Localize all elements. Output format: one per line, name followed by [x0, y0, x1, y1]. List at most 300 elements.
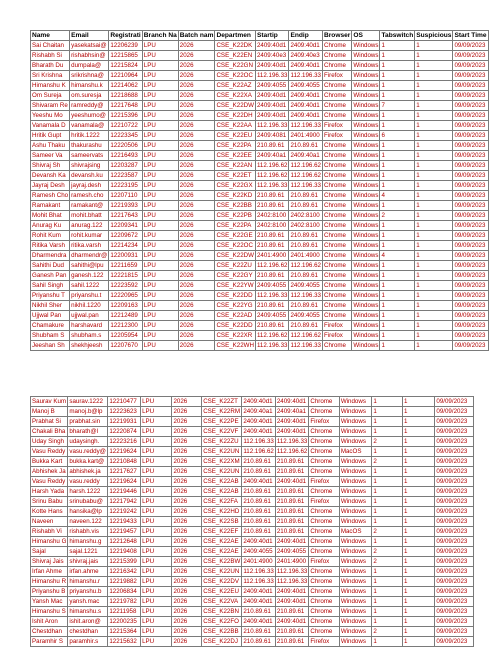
table-cell: 1: [402, 547, 434, 557]
table-cell: om.suresja: [70, 91, 109, 101]
table-cell: 1: [415, 131, 453, 141]
table-cell: 2026: [178, 301, 215, 311]
table-cell: manoj.b@lp: [68, 407, 108, 417]
table-cell: 1: [380, 321, 415, 331]
table-cell: Bukka Kart: [31, 457, 68, 467]
table-cell: CSE_K22EN: [215, 51, 255, 61]
table-cell: bharath@l: [68, 427, 108, 437]
table-cell: 112.196.62: [276, 448, 308, 455]
table-cell: LPU: [142, 191, 178, 201]
table-row: [31, 527, 474, 537]
table-cell: LPU: [142, 91, 178, 101]
table-cell: Himanshu R: [32, 578, 67, 585]
table-cell: Windows: [339, 547, 372, 557]
table-cell: ramesh.cho: [70, 191, 109, 201]
table-cell: Windows: [339, 397, 372, 407]
column-header: Endip: [289, 31, 323, 41]
table-cell: LPU: [142, 231, 178, 241]
table-cell: CSE_K22UN: [202, 567, 242, 577]
table-cell: Vanamala D: [31, 121, 70, 131]
table-cell: ritika.varsh: [70, 241, 109, 251]
table-cell: 12210477: [108, 397, 141, 407]
table-cell: Chrome: [322, 101, 351, 111]
table-cell: CSE_K22AE: [202, 537, 242, 547]
table-row: [31, 617, 474, 627]
table-cell: 2026: [172, 467, 202, 477]
table-cell: MacOS: [339, 447, 372, 457]
table-cell: 12223195: [109, 181, 142, 191]
table-cell: 1: [372, 567, 403, 577]
table-cell: 09/09/2023: [435, 517, 474, 527]
table-cell: LPU: [141, 507, 172, 517]
table-cell: 2026: [178, 101, 215, 111]
table-cell: 1: [402, 537, 434, 547]
table-cell: LPU: [141, 577, 172, 587]
table-cell: Ishit Aron: [31, 617, 68, 627]
table-cell: 112.196.33: [276, 568, 308, 575]
table-cell: 2026: [172, 557, 202, 567]
table-cell: CSE_K22UN: [202, 467, 242, 477]
table-cell: 112.196.33: [256, 72, 288, 79]
table-cell: 09/09/2023: [435, 507, 474, 517]
table-cell: 1: [415, 231, 453, 241]
table-cell: LPU: [142, 41, 178, 51]
table-cell: Mohit Bhat: [31, 211, 70, 221]
table-row: [31, 61, 489, 71]
table-cell: 12223345: [109, 131, 142, 141]
table-cell: CSE_K22PA: [215, 141, 255, 151]
table-cell: Firefox: [309, 637, 339, 647]
table-cell: LPU: [142, 181, 178, 191]
table-cell: LPU: [141, 547, 172, 557]
table-cell: 2409:40d1: [275, 597, 309, 607]
table-row: [31, 321, 489, 331]
table-row: [31, 261, 489, 271]
table-cell: Firefox: [322, 131, 351, 141]
table-cell: 2026: [172, 407, 202, 417]
table-cell: MacOS: [339, 527, 372, 537]
table-cell: CSE_K22EU: [215, 131, 255, 141]
table-cell: Irfan Ahme: [31, 567, 68, 577]
table-cell: jayraj.desh: [70, 181, 109, 191]
table-cell: 12206834: [108, 587, 141, 597]
table-cell: 112.196.62: [256, 162, 288, 169]
table-cell: 12217648: [109, 101, 142, 111]
table-cell: 1: [402, 607, 434, 617]
table-cell: 1: [415, 161, 453, 171]
table-cell: Firefox: [309, 557, 339, 567]
student-table-bottom: [30, 396, 474, 647]
table-cell: bukka.kart@: [68, 457, 108, 467]
table-cell: 1: [380, 271, 415, 281]
student-table-top: [30, 30, 489, 351]
table-cell: Hritik Gupt: [31, 131, 70, 141]
table-cell: LPU: [141, 497, 172, 507]
table-cell: 210.89.61: [255, 201, 289, 211]
table-cell: Vasu Reddy: [31, 447, 68, 457]
table-cell: LPU: [142, 201, 178, 211]
table-cell: 1: [380, 61, 415, 71]
table-cell: 210.89.61: [275, 487, 309, 497]
table-cell: 2409:40a1: [242, 407, 276, 417]
table-cell: 1: [415, 101, 453, 111]
table-cell: 2026: [178, 221, 215, 231]
table-row: [31, 141, 489, 151]
table-cell: 2026: [172, 547, 202, 557]
table-cell: 12215399: [108, 557, 141, 567]
table-cell: Priyanshu T: [31, 291, 70, 301]
table-cell: 1: [380, 171, 415, 181]
table-cell: thakurashu: [70, 141, 109, 151]
table-cell: 2409:40d1: [275, 417, 309, 427]
table-cell: LPU: [141, 597, 172, 607]
table-cell: CSE_K22YG: [215, 301, 255, 311]
table-cell: LPU: [142, 151, 178, 161]
table-cell: 1: [402, 577, 434, 587]
table-cell: CSE_K22XM: [202, 457, 242, 467]
table-cell: 1: [402, 597, 434, 607]
table-cell: 1: [402, 627, 434, 637]
table-cell: 112.196.62: [243, 448, 274, 455]
table-row: [31, 281, 489, 291]
table-cell: LPU: [142, 141, 178, 151]
table-cell: saurav.1222: [68, 397, 108, 407]
table-cell: 210.89.61: [242, 527, 276, 537]
table-cell: CSE_K22DW: [216, 102, 254, 109]
table-cell: 12211958: [108, 607, 141, 617]
table-cell: 09/09/2023: [453, 171, 488, 181]
table-cell: 1: [402, 447, 434, 457]
table-cell: Himanshu G: [32, 538, 67, 545]
table-cell: 2026: [178, 121, 215, 131]
table-cell: 1: [415, 221, 453, 231]
table-cell: 2026: [178, 171, 215, 181]
table-cell: Windows: [339, 457, 372, 467]
table-cell: 112.196.33: [256, 342, 288, 349]
table-cell: ganesh.122: [70, 271, 109, 281]
table-cell: yeeshumo@: [70, 111, 109, 121]
table-cell: 2409:40d1: [255, 111, 289, 121]
table-cell: mohit.bhatt: [70, 211, 109, 221]
table-cell: 112.196.62: [290, 162, 321, 169]
table-cell: 2409:40d1: [242, 537, 276, 547]
table-row: [31, 597, 474, 607]
table-cell: LPU: [142, 251, 178, 261]
table-row: [31, 241, 489, 251]
table-cell: Rishabh Si: [31, 51, 70, 61]
table-cell: Shubham S: [31, 331, 70, 341]
table-cell: 2409:40d1: [275, 617, 309, 627]
table-cell: shivrajsing: [70, 161, 109, 171]
table-cell: 09/09/2023: [453, 61, 488, 71]
table-cell: 2409:40d1: [242, 397, 276, 407]
table-cell: himanshu.g: [68, 537, 108, 547]
table-cell: 2402:8100: [255, 211, 289, 221]
table-cell: Shivraj Jais: [31, 557, 68, 567]
table-cell: 12220874: [108, 427, 141, 437]
table-cell: 2026: [178, 261, 215, 271]
table-cell: 1: [402, 407, 434, 417]
table-cell: 1: [415, 151, 453, 161]
table-cell: CSE_K22OC: [215, 71, 255, 81]
table-cell: 1: [380, 141, 415, 151]
table-cell: 112.196.33: [290, 342, 321, 349]
table-cell: 09/09/2023: [435, 437, 474, 447]
table-cell: 09/09/2023: [453, 51, 488, 61]
table-cell: 1: [380, 221, 415, 231]
table-cell: Kotte Hans: [31, 507, 68, 517]
table-cell: CSE_K22DK: [215, 41, 255, 51]
table-cell: Chrome: [322, 221, 351, 231]
table-cell: 1: [380, 41, 415, 51]
table-cell: Devansh Ka: [31, 171, 70, 181]
table-cell: Sahithi Dud: [31, 261, 70, 271]
table-cell: Windows: [339, 427, 372, 437]
table-cell: 09/09/2023: [453, 111, 488, 121]
table-cell: Chrome: [309, 597, 339, 607]
table-cell: 210.89.61: [242, 497, 276, 507]
table-cell: 1: [380, 51, 415, 61]
table-cell: 1: [380, 291, 415, 301]
table-cell: Windows: [353, 322, 379, 329]
table-cell: 12206239: [109, 41, 142, 51]
table-cell: 12209163: [109, 301, 142, 311]
table-cell: Shivraj Sh: [31, 161, 70, 171]
table-cell: 4: [380, 251, 415, 261]
table-cell: Windows: [353, 282, 379, 289]
table-cell: 2401:4900: [275, 557, 309, 567]
table-cell: CSE_K22EU: [202, 587, 242, 597]
table-cell: Windows: [339, 577, 372, 587]
table-cell: Windows: [339, 617, 372, 627]
table-cell: 2026: [172, 447, 202, 457]
table-cell: 2409:40e3: [255, 51, 289, 61]
table-header-row: [31, 31, 489, 41]
table-cell: Chrome: [322, 161, 351, 171]
table-cell: 09/09/2023: [453, 101, 488, 111]
table-cell: harsh.1222: [68, 487, 108, 497]
table-cell: 09/09/2023: [453, 41, 488, 51]
table-cell: 1: [372, 517, 403, 527]
table-cell: Chrome: [309, 627, 339, 637]
table-cell: hritik.1222: [70, 131, 109, 141]
table-cell: 210.89.61: [289, 321, 323, 331]
table-cell: 210.89.61: [242, 467, 276, 477]
table-cell: 09/09/2023: [453, 241, 488, 251]
table-cell: LPU: [142, 131, 178, 141]
table-cell: 112.196.33: [290, 292, 321, 299]
table-cell: 1: [402, 467, 434, 477]
table-cell: 1: [415, 301, 453, 311]
table-cell: 1: [415, 271, 453, 281]
table-cell: LPU: [141, 627, 172, 637]
table-cell: Windows: [339, 597, 372, 607]
table-cell: 112.196.33: [290, 72, 321, 79]
table-cell: yansh.mac: [68, 597, 108, 607]
column-header: Registrati: [110, 32, 141, 39]
table-cell: LPU: [141, 457, 172, 467]
table-cell: 12215824: [109, 61, 142, 71]
table-cell: 1: [415, 201, 453, 211]
table-row: [31, 557, 474, 567]
table-cell: 12219624: [108, 477, 141, 487]
table-cell: 1: [372, 617, 403, 627]
table-row: [31, 497, 474, 507]
table-cell: 09/09/2023: [453, 261, 488, 271]
table-cell: 12203287: [109, 161, 142, 171]
table-cell: CSE_K22PE: [202, 417, 242, 427]
table-cell: LPU: [141, 447, 172, 457]
table-cell: 210.89.61: [255, 231, 289, 241]
table-cell: Windows: [353, 172, 379, 179]
column-header: Tabswitch: [381, 32, 414, 39]
table-cell: Windows: [353, 222, 379, 229]
table-cell: 210.89.61: [289, 191, 323, 201]
table-cell: Chrome: [322, 151, 351, 161]
table-cell: 2401:4900: [289, 131, 323, 141]
table-cell: LPU: [141, 487, 172, 497]
table-cell: 2026: [172, 477, 202, 487]
table-cell: 1: [380, 111, 415, 121]
table-cell: sahil.1222: [70, 281, 109, 291]
table-cell: CSE_K22FA: [202, 497, 242, 507]
table-cell: Anurag Ku: [31, 221, 70, 231]
table-row: [31, 121, 489, 131]
table-cell: 112.196.62: [256, 262, 288, 269]
table-cell: Windows: [353, 262, 379, 269]
table-cell: 2409:40d1: [289, 91, 323, 101]
table-row: [31, 291, 489, 301]
table-row: [31, 437, 474, 447]
table-cell: paramhir.s: [68, 637, 108, 647]
table-cell: Priyanshu B: [31, 587, 68, 597]
table-cell: 1: [380, 161, 415, 171]
table-cell: 12215865: [109, 51, 142, 61]
table-cell: Windows: [353, 342, 379, 349]
table-cell: 2026: [172, 517, 202, 527]
table-row: [31, 151, 489, 161]
table-cell: Chamakure: [31, 321, 70, 331]
table-cell: 2409:40e3: [289, 51, 323, 61]
table-cell: 09/09/2023: [453, 151, 488, 161]
table-cell: 1: [380, 281, 415, 291]
table-cell: 1: [415, 251, 453, 261]
table-cell: 1: [415, 211, 453, 221]
table-cell: dharmendr@: [71, 252, 108, 259]
table-cell: 12219242: [108, 507, 141, 517]
table-cell: 2026: [178, 81, 215, 91]
table-cell: 09/09/2023: [453, 291, 488, 301]
table-cell: 09/09/2023: [453, 81, 488, 91]
table-cell: Windows: [353, 152, 379, 159]
table-cell: 2409:4081: [255, 131, 289, 141]
table-cell: 2026: [178, 161, 215, 171]
table-cell: 12223592: [109, 281, 142, 291]
table-cell: Firefox: [309, 417, 339, 427]
table-cell: CSE_K22XA: [215, 91, 255, 101]
table-cell: LPU: [141, 567, 172, 577]
table-cell: Chrome: [322, 51, 351, 61]
table-cell: 12209672: [109, 231, 142, 241]
table-cell: Windows: [353, 312, 379, 319]
table-cell: Chrome: [322, 311, 351, 321]
table-cell: Prabhat Si: [31, 417, 68, 427]
table-cell: 1: [402, 587, 434, 597]
table-cell: anurag.122: [70, 221, 109, 231]
table-cell: 2026: [172, 607, 202, 617]
table-cell: 6: [380, 131, 415, 141]
table-cell: 1: [380, 261, 415, 271]
table-cell: 1: [372, 577, 403, 587]
table-cell: Chrome: [309, 527, 339, 537]
table-cell: 2409:40d1: [255, 61, 289, 71]
table-cell: 1: [380, 91, 415, 101]
table-cell: Firefox: [322, 321, 351, 331]
table-cell: 12217627: [108, 467, 141, 477]
table-cell: CSE_K22BW: [203, 558, 241, 565]
table-cell: 2026: [172, 567, 202, 577]
table-cell: CSE_K22XR: [215, 331, 255, 341]
table-cell: Windows: [353, 52, 379, 59]
table-cell: CSE_K22ET: [215, 171, 255, 181]
table-cell: 09/09/2023: [453, 201, 488, 211]
table-cell: 2409:40d1: [242, 617, 276, 627]
table-row: [31, 577, 474, 587]
table-cell: LPU: [142, 81, 178, 91]
table-cell: 1: [372, 497, 403, 507]
table-cell: CSE_K22HD: [202, 507, 242, 517]
table-cell: CSE_K22FO: [202, 617, 242, 627]
table-cell: 09/09/2023: [453, 141, 488, 151]
table-cell: 210.89.61: [255, 141, 289, 151]
table-cell: LPU: [142, 271, 178, 281]
table-cell: 2026: [172, 397, 202, 407]
table-cell: Chrome: [322, 281, 351, 291]
table-cell: 09/09/2023: [435, 487, 474, 497]
column-header: Suspicious: [416, 32, 452, 39]
table-cell: 12219882: [108, 577, 141, 587]
table-cell: 1: [415, 71, 453, 81]
table-cell: CSE_K22GN: [215, 61, 255, 71]
table-cell: Windows: [339, 537, 372, 547]
table-cell: Vasu Reddy: [31, 477, 68, 487]
table-cell: CSE_K22SB: [202, 517, 242, 527]
table-cell: 2409:40d1: [275, 587, 309, 597]
table-cell: 09/09/2023: [453, 71, 488, 81]
table-cell: 2026: [172, 497, 202, 507]
table-cell: 2409:40d1: [255, 91, 289, 101]
table-cell: 1: [380, 341, 415, 351]
table-cell: 12220965: [109, 291, 142, 301]
table-cell: Windows: [339, 607, 372, 617]
table-cell: 2409:40d1: [242, 417, 276, 427]
table-cell: 12210848: [108, 457, 141, 467]
table-cell: 2026: [178, 51, 215, 61]
table-row: [31, 231, 489, 241]
table-cell: CSE_K22OC: [215, 241, 255, 251]
table-cell: 210.89.61: [255, 271, 289, 281]
table-cell: 09/09/2023: [435, 427, 474, 437]
table-cell: 1: [415, 181, 453, 191]
table-cell: 09/09/2023: [453, 251, 488, 261]
table-cell: CSE_K22GY: [215, 271, 255, 281]
table-cell: LPU: [142, 341, 178, 351]
table-cell: 210.89.61: [275, 527, 309, 537]
table-cell: 1: [372, 587, 403, 597]
table-cell: Chrome: [322, 141, 351, 151]
table-cell: 112.196.62: [256, 172, 288, 179]
table-cell: 09/09/2023: [435, 527, 474, 537]
